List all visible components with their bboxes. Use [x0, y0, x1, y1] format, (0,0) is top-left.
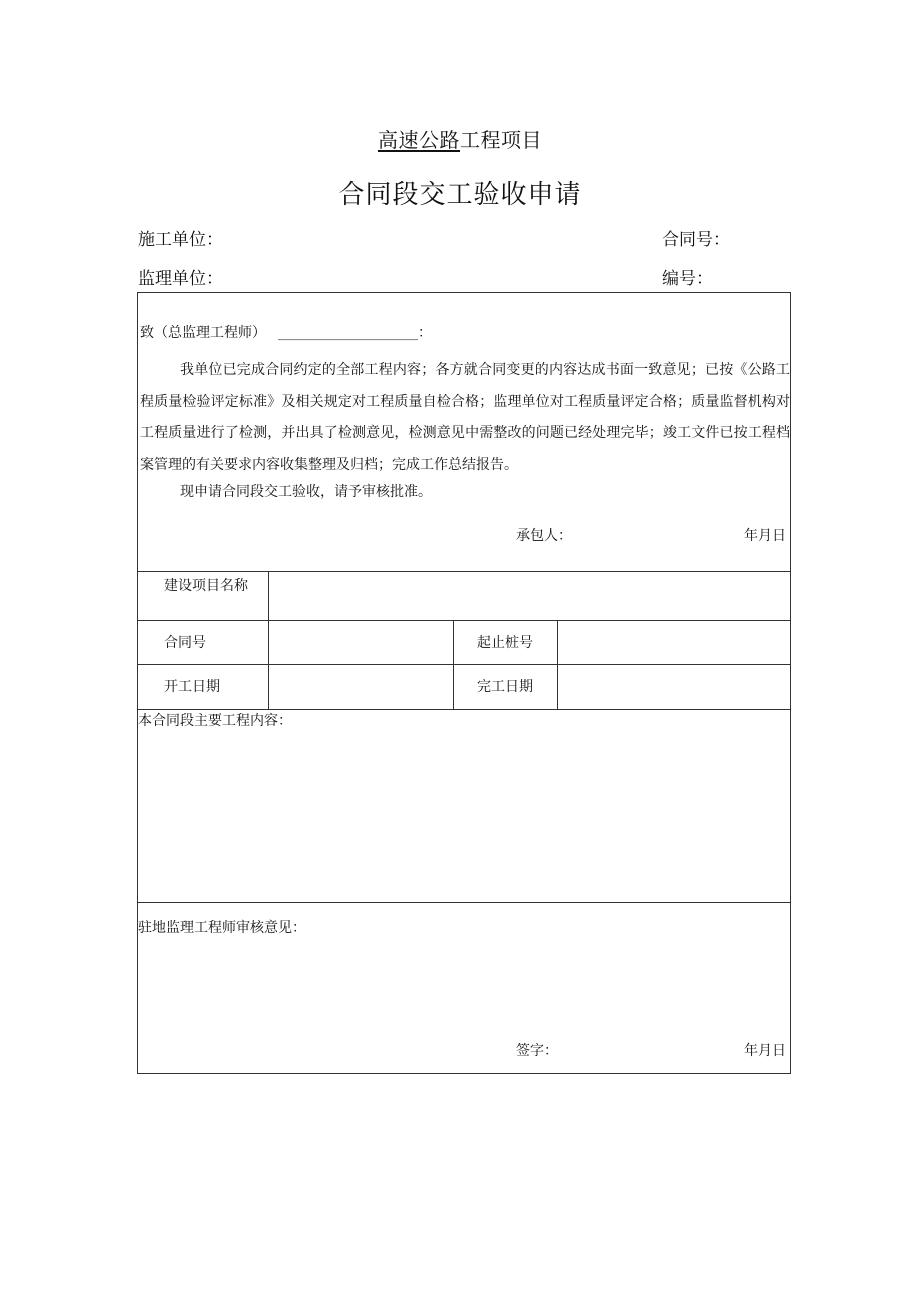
project-title-suffix: 工程项目	[460, 128, 542, 152]
project-name-label: 建设项目名称	[164, 578, 248, 594]
addressee-label: 致（总监理工程师）	[140, 325, 266, 341]
project-title-prefix: 高速公路	[378, 128, 460, 152]
project-name-field[interactable]	[274, 577, 784, 613]
divider-line	[138, 620, 790, 621]
divider-line	[138, 571, 790, 572]
addressee-blank[interactable]: ____________________：	[278, 325, 432, 341]
divider-line	[268, 571, 269, 709]
review-date-label: 年月日	[744, 1043, 786, 1059]
station-field[interactable]	[563, 627, 783, 657]
addressee-line	[140, 324, 432, 342]
contract-no-label: 合同号：	[662, 230, 730, 250]
contract-no-cell-label: 合同号	[164, 635, 206, 651]
divider-line	[557, 620, 558, 709]
divider-line	[453, 620, 454, 709]
construction-unit-label: 施工单位：	[138, 230, 223, 250]
contract-no-field[interactable]	[274, 627, 446, 657]
form-table	[137, 292, 791, 1074]
signature-label: 签字：	[516, 1043, 558, 1059]
review-label: 驻地监理工程师审核意见：	[138, 920, 306, 936]
divider-line	[138, 664, 790, 665]
divider-line	[138, 709, 790, 710]
review-area[interactable]	[142, 943, 786, 1033]
serial-no-label: 编号：	[662, 269, 713, 289]
application-request: 现申请合同段交工验收，请予审核批准。	[180, 484, 432, 500]
contractor-date-label: 年月日	[744, 528, 786, 544]
main-content-area[interactable]	[142, 735, 786, 895]
supervision-unit-label: 监理单位：	[138, 269, 223, 289]
end-date-label: 完工日期	[477, 679, 533, 695]
application-body: 我单位已完成合同约定的全部工程内容；各方就合同变更的内容达成书面一致意见；已按《公路工程质量检验评定标准》及相关规定对工程质量自检合格；监理单位对工程质量评定合格；质量监督机构对工程质量进行了检测，并出具了检测意见，检测意见中需整改的问题已经处理完毕；竣工文件已按工程档案管理的有关要求内容收集整理及归档；完成工作总结报告。	[140, 362, 790, 473]
start-date-field[interactable]	[274, 671, 446, 701]
station-label: 起止桩号	[477, 635, 533, 651]
project-title	[0, 124, 920, 153]
contractor-label: 承包人：	[516, 528, 572, 544]
divider-line	[138, 902, 790, 903]
main-content-label: 本合同段主要工程内容：	[138, 713, 292, 729]
start-date-label: 开工日期	[164, 679, 220, 695]
form-title: 合同段交工验收申请	[338, 180, 582, 210]
end-date-field[interactable]	[563, 671, 783, 701]
